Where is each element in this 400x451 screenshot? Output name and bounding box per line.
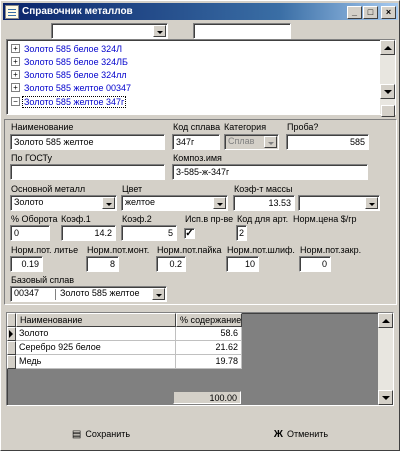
base-alloy-combo[interactable]	[10, 286, 167, 302]
color-label: Цвет	[122, 184, 143, 194]
loss-mount-field[interactable]: 8	[86, 256, 119, 272]
coef1-field[interactable]: 14.2	[61, 225, 116, 241]
probe-label: Проба?	[287, 122, 319, 132]
mass-coef-combo-value	[299, 195, 305, 211]
loss-fix-label: Норм.пот.закр.	[300, 245, 362, 255]
column-header-name[interactable]: Наименование	[16, 313, 176, 327]
category-value: Сплав	[228, 136, 255, 146]
chevron-down-icon[interactable]	[152, 288, 165, 300]
base-alloy-code: 00347	[14, 288, 40, 298]
tree-item-label: Золото 585 белое 324ЛБ	[24, 56, 128, 67]
art-code-label: Код для арт.	[237, 214, 289, 224]
cancel-button[interactable]	[251, 423, 351, 445]
filter-text-value	[194, 23, 200, 39]
mass-coef-combo[interactable]	[298, 195, 380, 211]
grid-total: 100.00	[173, 391, 241, 404]
scroll-up-icon[interactable]	[380, 40, 395, 55]
column-header-percent[interactable]: % содержание	[176, 313, 242, 327]
mass-coef-label: Коэф-т массы	[234, 184, 293, 194]
minimize-button[interactable]: _	[347, 6, 362, 19]
filter-combo-value	[52, 23, 58, 39]
chevron-down-icon[interactable]	[102, 197, 115, 209]
table-cell-name[interactable]: Золото	[16, 327, 176, 341]
loss-casting-field[interactable]: 0.19	[10, 256, 43, 272]
tree-scrollbar[interactable]	[380, 40, 395, 114]
scroll-down-icon[interactable]	[380, 84, 395, 99]
expand-icon[interactable]: +	[11, 83, 20, 92]
expand-icon[interactable]: +	[11, 70, 20, 79]
base-metal-value: Золото	[14, 197, 44, 207]
filter-text-field[interactable]	[193, 23, 291, 39]
tree-item[interactable]	[11, 68, 128, 81]
scroll-up-icon[interactable]	[378, 313, 393, 328]
app-icon	[5, 5, 19, 19]
tree-item-selected[interactable]	[11, 95, 125, 108]
base-alloy-name: Золото 585 желтое	[60, 288, 140, 298]
coef1-label: Коэф.1	[61, 214, 91, 224]
tree-item-label: Золото 585 белое 324Л	[24, 43, 122, 54]
loss-polish-label: Норм.пот.шлиф.	[227, 245, 295, 255]
chevron-down-icon[interactable]	[153, 25, 166, 37]
used-checkbox[interactable]: ✓	[185, 228, 194, 239]
turnover-label: % Оборота	[11, 214, 58, 224]
name-label: Наименование	[11, 122, 74, 132]
chevron-down-icon[interactable]	[213, 197, 226, 209]
save-button[interactable]	[51, 423, 151, 445]
save-button-label: Сохранить	[85, 429, 131, 439]
resize-grip-icon[interactable]	[381, 105, 395, 117]
turnover-field[interactable]: 0	[10, 225, 50, 241]
filter-combo[interactable]	[51, 23, 168, 39]
category-combo	[224, 134, 279, 150]
expand-icon[interactable]: +	[11, 44, 20, 53]
loss-mount-label: Норм.пот.монт.	[87, 245, 150, 255]
color-combo[interactable]	[121, 195, 228, 211]
loss-polish-field[interactable]: 10	[226, 256, 259, 272]
table-cell-name[interactable]: Медь	[16, 355, 176, 369]
tree-item[interactable]	[11, 81, 132, 94]
coef2-field[interactable]: 5	[121, 225, 177, 241]
base-metal-label: Основной металл	[11, 184, 86, 194]
coef2-label: Коэф.2	[122, 214, 152, 224]
maximize-button[interactable]: □	[363, 6, 378, 19]
loss-solder-field[interactable]: 0.2	[156, 256, 186, 272]
title-bar[interactable]	[3, 3, 398, 20]
grid-corner	[7, 313, 16, 327]
tree-item-label: Золото 585 желтое 347г	[24, 96, 125, 107]
column-divider	[55, 289, 56, 300]
base-metal-combo[interactable]	[10, 195, 117, 211]
price-norm-label: Норм.цена $/гр	[293, 214, 357, 224]
name-field[interactable]: Золото 585 желтое	[10, 134, 165, 150]
metals-tree[interactable]	[6, 39, 396, 115]
alloy-code-field[interactable]: 347г	[172, 134, 220, 150]
composite-name-label: Композ.имя	[173, 153, 222, 163]
window-title: Справочник металлов	[22, 6, 133, 17]
alloy-code-label: Код сплава	[173, 122, 221, 132]
gost-label: По ГОСТу	[11, 153, 53, 163]
grid-scrollbar[interactable]	[378, 313, 393, 405]
art-code-field[interactable]: 2	[236, 225, 247, 241]
loss-fix-field[interactable]: 0	[299, 256, 331, 272]
current-row-icon	[7, 327, 16, 341]
tree-item-label: Золото 585 желтое 00347	[24, 82, 131, 93]
row-indicator	[7, 355, 16, 369]
chevron-down-icon	[264, 136, 277, 148]
tree-item[interactable]	[11, 42, 123, 55]
gost-field[interactable]	[10, 164, 165, 180]
tree-item[interactable]	[11, 55, 129, 68]
cancel-button-label: Отменить	[286, 429, 329, 439]
expand-icon[interactable]: +	[11, 57, 20, 66]
mass-coef-field[interactable]: 13.53	[233, 195, 295, 211]
color-value: желтое	[125, 197, 156, 207]
category-label: Категория	[224, 122, 267, 132]
table-cell-percent[interactable]: 21.62	[176, 341, 242, 355]
table-cell-percent[interactable]: 58.6	[176, 327, 242, 341]
close-button[interactable]: ×	[381, 6, 396, 19]
table-cell-name[interactable]: Серебро 925 белое	[16, 341, 176, 355]
table-cell-percent[interactable]: 19.78	[176, 355, 242, 369]
tree-item-label: Золото 585 белое 324лл	[24, 69, 127, 80]
used-label: Исп.в пр-ве	[185, 214, 234, 224]
save-icon: ▤	[71, 428, 82, 440]
loss-casting-label: Норм.пот. литье	[11, 245, 79, 255]
collapse-icon[interactable]: −	[11, 97, 20, 106]
row-indicator	[7, 341, 16, 355]
loss-solder-label: Норм.пот.пайка	[157, 245, 222, 255]
composite-name-field[interactable]: 3-585-ж-347г	[172, 164, 368, 180]
scroll-down-icon[interactable]	[378, 390, 393, 405]
base-alloy-label: Базовый сплав	[11, 275, 75, 285]
chevron-down-icon[interactable]	[365, 197, 378, 209]
cancel-icon: Ж	[273, 428, 283, 440]
probe-field[interactable]: 585	[286, 134, 369, 150]
